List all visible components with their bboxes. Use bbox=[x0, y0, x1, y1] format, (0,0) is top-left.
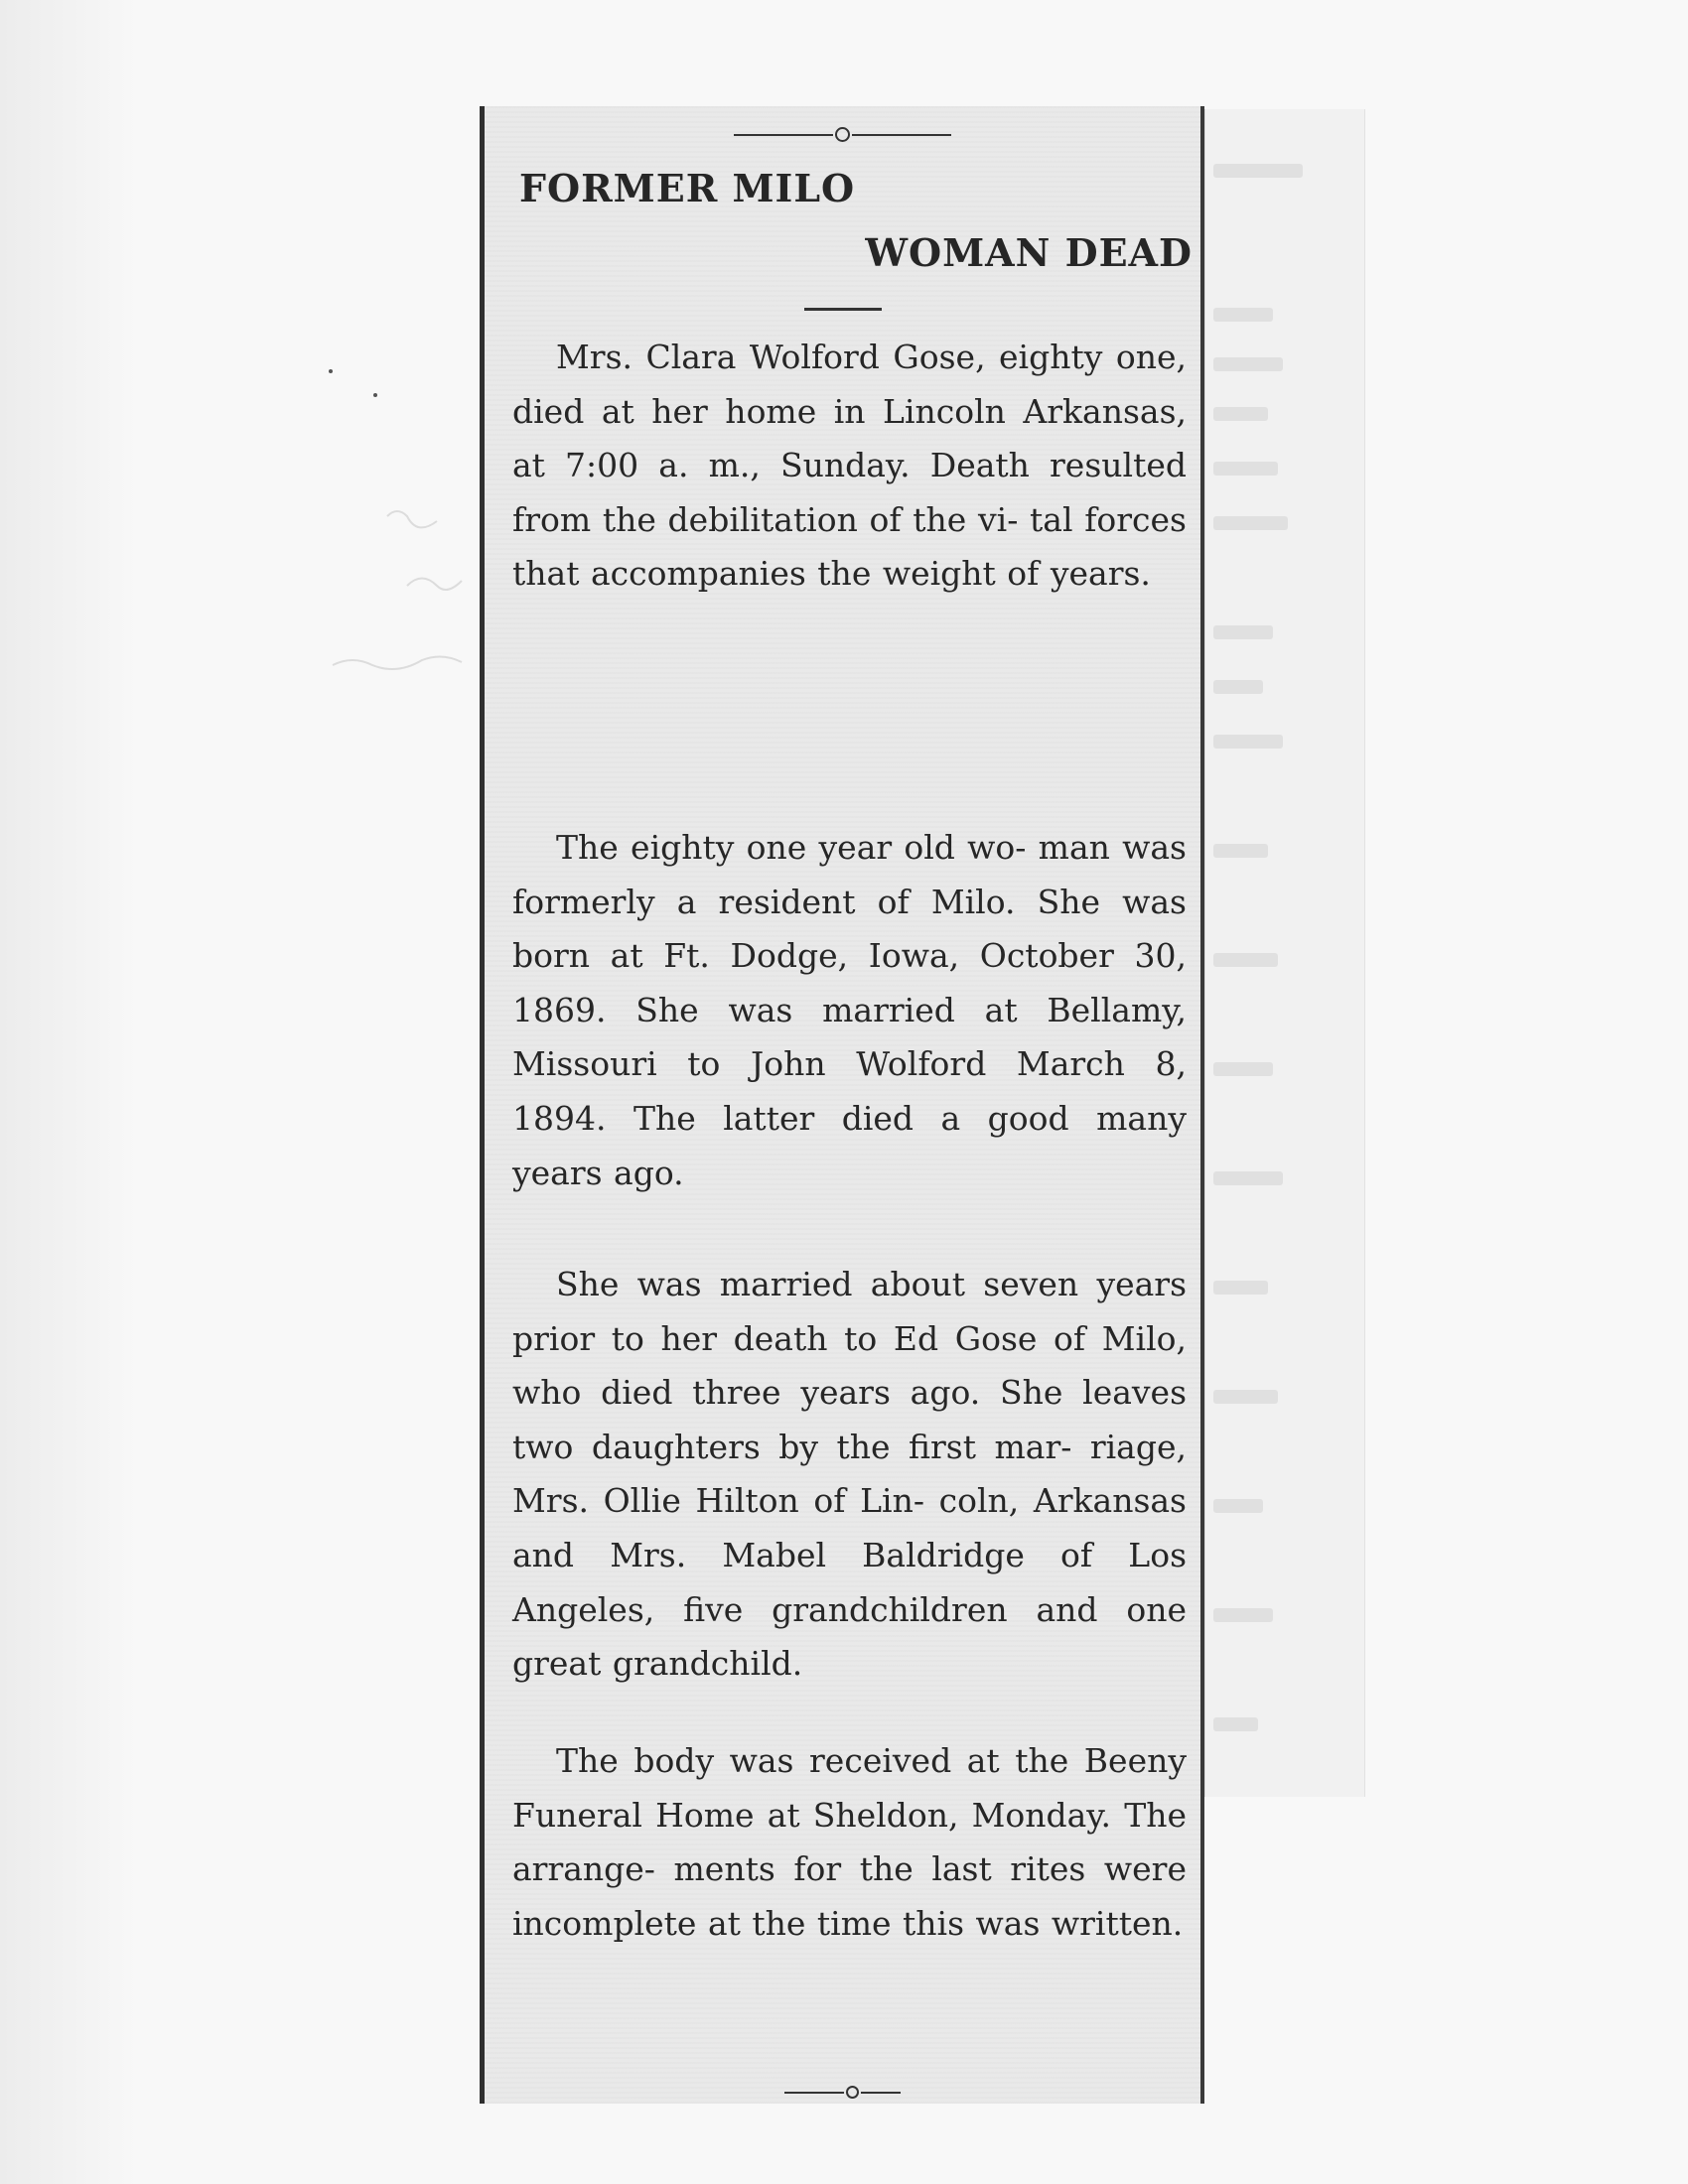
article-paragraph: The eighty one year old wo- man was formerly a resident of Milo. She was born at Ft. Dodge, Iowa, October 30, 1869. She was married at Bellamy, Missouri to John Wolford March 8, 1894. The latter died a good many years ago. bbox=[512, 828, 1187, 1192]
page-shadow bbox=[0, 0, 139, 2184]
dust-speck bbox=[329, 369, 333, 373]
headline-line-2: WOMAN DEAD bbox=[865, 230, 1193, 275]
article-paragraph: The body was received at the Beeny Funeral Home at Sheldon, Monday. The arrange- ments for the last rites were incomplete at the time this was written. bbox=[512, 1741, 1187, 1943]
bottom-ornament-rule bbox=[485, 2082, 1200, 2101]
faint-pencil-annotation bbox=[328, 477, 487, 715]
dust-speck bbox=[373, 393, 377, 397]
headline-divider bbox=[804, 308, 882, 311]
bleed-through-column bbox=[1203, 109, 1365, 1797]
article-paragraph: She was married about seven years prior to her death to Ed Gose of Milo, who died three years ago. She leaves two daughters by the first mar- riage, Mrs. Ollie Hilton of Lin- coln, Arkansas and Mrs. Mabel Baldridge of Los Angeles, five grandchildren and one great grandchild. bbox=[512, 1265, 1187, 1684]
article-paragraph: Mrs. Clara Wolford Gose, eighty one, died at her home in Lincoln Arkansas, at 7:00 a. m., Sunday. Death resulted from the debilitation of the vi- tal forces that accompanies the weight of years. bbox=[512, 338, 1187, 594]
headline-line-1: FORMER MILO bbox=[519, 166, 856, 210]
top-ornament-rule bbox=[485, 124, 1200, 143]
newspaper-clipping bbox=[480, 106, 1204, 2104]
